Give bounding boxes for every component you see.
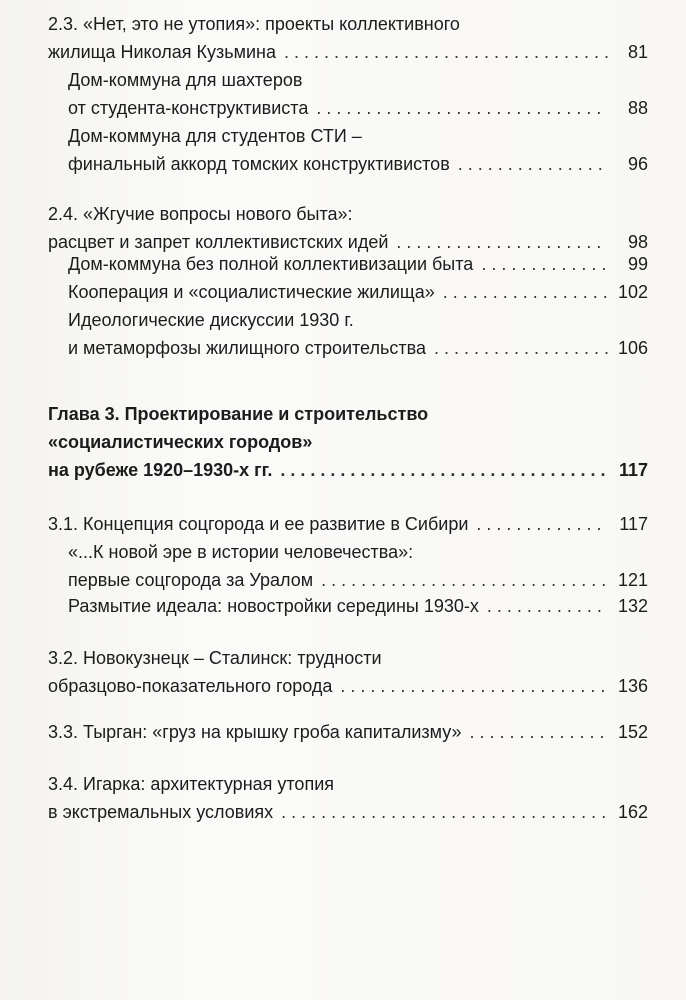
toc-entry[interactable]: [48, 306, 648, 362]
toc-entry-title: 2.3. «Нет, это не утопия»: проекты коллективного: [48, 14, 460, 34]
toc-entry-title: «социалистических городов»: [48, 432, 313, 452]
toc-entry-last-line: [48, 456, 648, 484]
toc-entry-title: расцвет и запрет коллективистских идей: [48, 232, 389, 252]
toc-entry-title: на рубеже 1920–1930-х гг.: [48, 460, 273, 480]
toc-entry-title: Дом-коммуна без полной коллективизации быта: [68, 254, 474, 274]
toc-entry-line: [48, 10, 648, 38]
toc-entry[interactable]: [48, 400, 648, 484]
toc-page-number: 121: [617, 570, 648, 590]
toc-entry-title: Идеологические дискуссии 1930 г.: [68, 310, 354, 330]
dot-leader: [321, 566, 608, 594]
toc-entry-last-line: [68, 334, 648, 362]
toc-entry-title: Дом-коммуна для студентов СТИ –: [68, 126, 362, 146]
toc-entry[interactable]: [48, 10, 648, 66]
toc-page-number: 106: [617, 338, 648, 358]
toc-page-number: 98: [627, 232, 648, 252]
dot-leader: [458, 150, 608, 178]
toc-entry-last-line: [48, 672, 648, 700]
toc-entry-title: Размытие идеала: новостройки середины 1930-х: [68, 596, 479, 616]
toc-entry-last-line: [68, 250, 648, 278]
toc-page-number: 152: [617, 722, 648, 742]
toc-entry-line: [48, 428, 648, 456]
toc-entry-last-line: [68, 592, 648, 620]
toc-page-number: 81: [627, 42, 648, 62]
toc-page-number: 132: [617, 596, 648, 616]
toc-page-number: 117: [619, 514, 648, 534]
toc-entry-title: 3.3. Тырган: «груз на крышку гроба капитализму»: [48, 722, 462, 742]
toc-page-number: 96: [627, 154, 648, 174]
toc-entry-title: 3.2. Новокузнецк – Сталинск: трудности: [48, 648, 382, 668]
toc-entry[interactable]: [48, 122, 648, 178]
toc-entry-last-line: [68, 94, 648, 122]
toc-entry[interactable]: [48, 592, 648, 620]
toc-entry-last-line: [48, 510, 648, 538]
toc-entry-line: [68, 306, 648, 334]
toc-entry[interactable]: [48, 66, 648, 122]
toc-page-number: 99: [627, 254, 648, 274]
toc-entry-last-line: [48, 798, 648, 826]
toc-entry-line: [48, 200, 648, 228]
toc-entry-last-line: [68, 278, 648, 306]
toc-entry-line: [68, 66, 648, 94]
dot-leader: [443, 278, 608, 306]
toc-entry-last-line: [48, 718, 648, 746]
toc-page-number: 162: [617, 802, 648, 822]
toc-entry-title: 3.1. Концепция соцгорода и ее развитие в Сибири: [48, 514, 469, 534]
toc-entry-title: Дом-коммуна для шахтеров: [68, 70, 303, 90]
dot-leader: [280, 456, 608, 484]
toc-page-number: 102: [617, 282, 648, 302]
toc-entry[interactable]: [48, 644, 648, 700]
toc-entry[interactable]: [48, 770, 648, 826]
dot-leader: [481, 250, 608, 278]
toc-page-number: 136: [617, 676, 648, 696]
toc-entry[interactable]: [48, 250, 648, 278]
dot-leader: [340, 672, 608, 700]
toc-entry-title: 3.4. Игарка: архитектурная утопия: [48, 774, 334, 794]
toc-entry[interactable]: [48, 278, 648, 306]
toc-entry-title: Глава 3. Проектирование и строительство: [48, 404, 429, 424]
toc-entry-title: жилища Николая Кузьмина: [48, 42, 276, 62]
toc-entry-line: [48, 400, 648, 428]
dot-leader: [476, 510, 608, 538]
dot-leader: [469, 718, 608, 746]
toc-entry[interactable]: [48, 718, 648, 746]
toc-entry-line: [68, 538, 648, 566]
toc-entry[interactable]: [48, 538, 648, 594]
toc-entry-title: в экстремальных условиях: [48, 802, 274, 822]
toc-entry-last-line: [68, 566, 648, 594]
dot-leader: [284, 38, 608, 66]
toc-entry-title: 2.4. «Жгучие вопросы нового быта»:: [48, 204, 353, 224]
toc-entry-line: [68, 122, 648, 150]
toc-entry-title: и метаморфозы жилищного строительства: [68, 338, 426, 358]
toc-entry-line: [48, 770, 648, 798]
toc-entry-title: финальный аккорд томских конструктивистов: [68, 154, 450, 174]
dot-leader: [487, 592, 608, 620]
toc-entry-last-line: [68, 150, 648, 178]
toc-entry-last-line: [48, 38, 648, 66]
toc-entry-line: [48, 644, 648, 672]
toc-page-number: 88: [627, 98, 648, 118]
toc-entry-title: «...К новой эре в истории человечества»:: [68, 542, 414, 562]
toc-entry-title: первые соцгорода за Уралом: [68, 570, 314, 590]
dot-leader: [281, 798, 608, 826]
toc-entry[interactable]: [48, 510, 648, 538]
toc-entry[interactable]: [48, 200, 648, 256]
toc-entry-title: Кооперация и «социалистические жилища»: [68, 282, 435, 302]
dot-leader: [434, 334, 608, 362]
toc-entry-title: от студента-конструктивиста: [68, 98, 309, 118]
toc-page-number: 117: [618, 460, 648, 480]
toc-entry-title: образцово-показательного города: [48, 676, 333, 696]
dot-leader: [316, 94, 608, 122]
